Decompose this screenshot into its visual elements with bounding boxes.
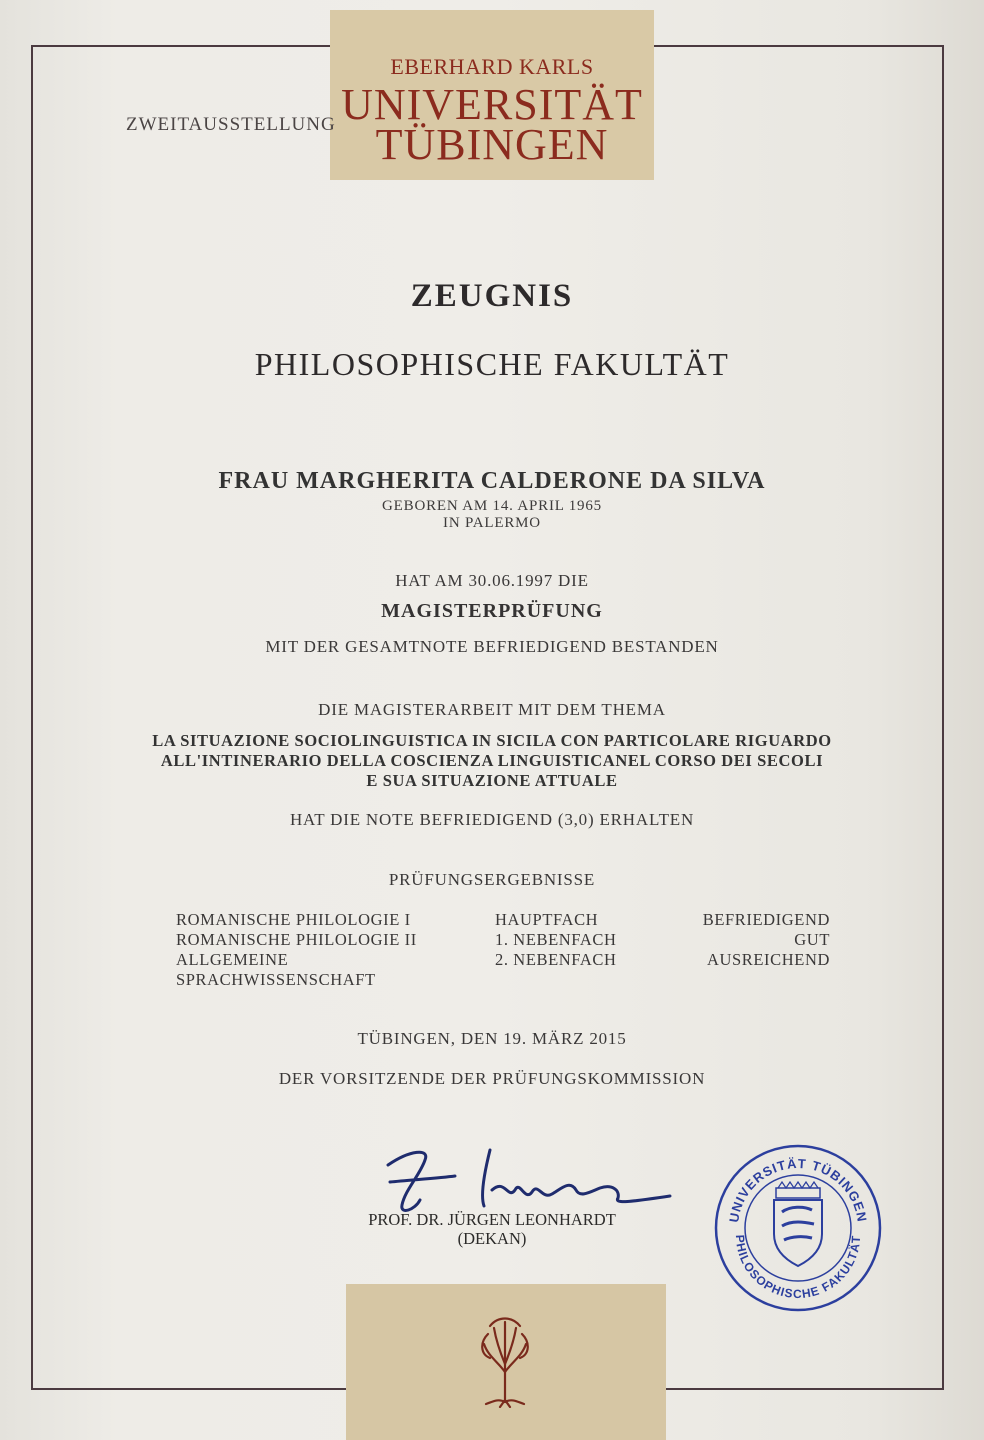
result-row	[176, 930, 830, 950]
svg-text:PHILOSOPHISCHE FAKULTÄT	[733, 1234, 863, 1301]
result-subject: SPRACHWISSENSCHAFT	[176, 970, 376, 989]
result-row	[176, 970, 830, 990]
stamp-bottom-text: PHILOSOPHISCHE FAKULTÄT	[732, 1234, 864, 1301]
coat-of-arms-icon	[774, 1182, 822, 1266]
birth-date: GEBOREN AM 14. APRIL 1965	[382, 498, 602, 514]
faculty-seal-stamp	[712, 1142, 884, 1314]
tree-emblem-icon	[470, 1312, 540, 1408]
document-title: ZEUGNIS	[410, 278, 574, 314]
university-logo	[330, 10, 654, 180]
exam-name: MAGISTERPRÜFUNG	[381, 600, 603, 622]
result-grade: GUT	[794, 930, 830, 949]
signer-role: (DEKAN)	[457, 1229, 527, 1248]
overall-grade-line: MIT DER GESAMTNOTE BEFRIEDIGEND BESTANDEN	[265, 637, 719, 656]
committee-chair-label: DER VORSITZENDE DER PRÜFUNGSKOMMISSION	[278, 1069, 706, 1088]
results-table	[176, 910, 830, 990]
result-grade: AUSREICHEND	[706, 950, 830, 969]
result-subject: ALLGEMEINE	[176, 950, 289, 969]
faculty-name: PHILOSOPHISCHE FAKULTÄT	[254, 346, 730, 382]
thesis-label: DIE MAGISTERARBEIT MIT DEM THEMA	[318, 700, 666, 719]
duplicate-issue-label: ZWEITAUSSTELLUNG	[126, 114, 336, 135]
thesis-grade-line: HAT DIE NOTE BEFRIEDIGEND (3,0) ERHALTEN	[289, 810, 695, 829]
birth-place: IN PALERMO	[443, 515, 541, 531]
logo-line-3: TÜBINGEN	[375, 120, 609, 169]
thesis-title-line-1: LA SITUAZIONE SOCIOLINGUISTICA IN SICILA CON PARTICOLARE RIGUARDO	[152, 731, 832, 750]
signer-name: PROF. DR. JÜRGEN LEONHARDT	[368, 1210, 616, 1229]
logo-line-2: UNIVERSITÄT	[341, 80, 643, 129]
result-type: 2. NEBENFACH	[495, 950, 617, 969]
result-row	[176, 950, 830, 970]
candidate-name: FRAU MARGHERITA CALDERONE DA SILVA	[218, 468, 766, 494]
result-row	[176, 910, 830, 930]
place-and-date: TÜBINGEN, DEN 19. MÄRZ 2015	[357, 1029, 627, 1048]
result-subject: ROMANISCHE PHILOLOGIE I	[176, 910, 411, 929]
logo-line-1: EBERHARD KARLS	[390, 54, 594, 79]
result-subject: ROMANISCHE PHILOLOGIE II	[176, 930, 417, 949]
exam-date-line: HAT AM 30.06.1997 DIE	[395, 571, 589, 590]
result-type: HAUPTFACH	[495, 910, 599, 929]
result-grade: BEFRIEDIGEND	[702, 910, 830, 929]
handwritten-signature	[380, 1140, 680, 1220]
result-type: 1. NEBENFACH	[495, 930, 617, 949]
results-heading: PRÜFUNGSERGEBNISSE	[388, 870, 596, 889]
thesis-title-line-3: E SUA SITUAZIONE ATTUALE	[366, 771, 618, 790]
stamp-top-text: UNIVERSITÄT TÜBINGEN	[726, 1155, 870, 1224]
thesis-title-line-2: ALL'INTINERARIO DELLA COSCIENZA LINGUISTICANEL CORSO DEI SECOLI	[160, 751, 824, 770]
